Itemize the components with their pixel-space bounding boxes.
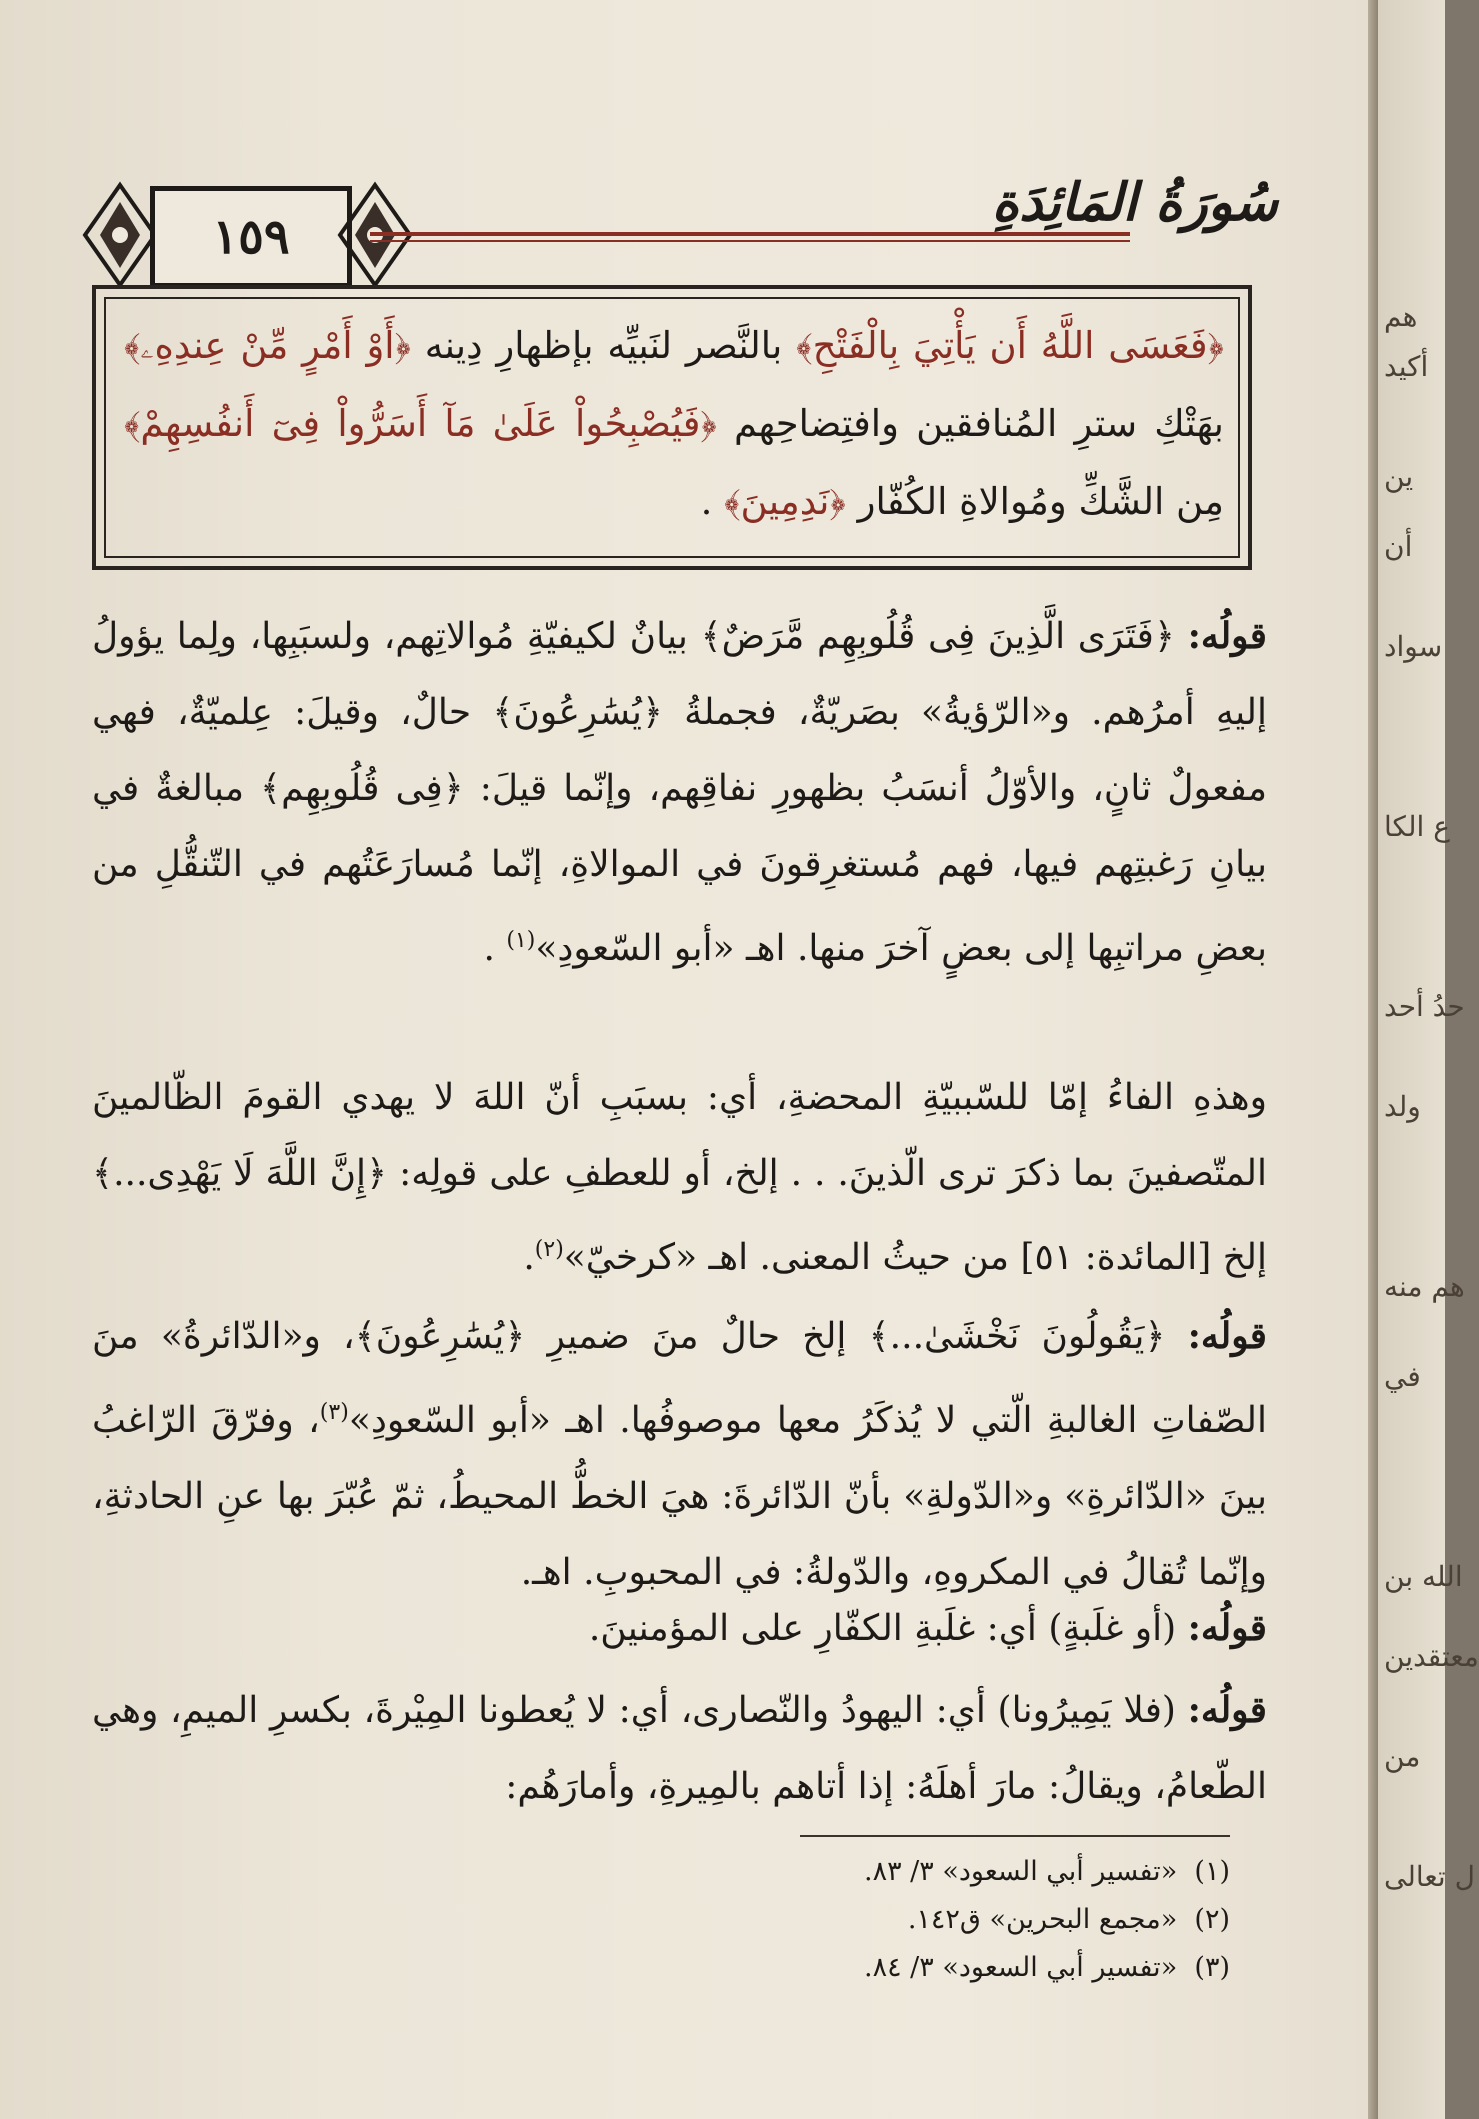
paragraph-1 (92, 598, 1267, 987)
quran-quote: ﴿يَقُولُونَ نَخْشَىٰ...﴾ (846, 1316, 1188, 1357)
paragraph-text: حالٌ، وقيلَ: عِلميّةٌ، فهي مفعولٌ ثانٍ، والأوّلُ أنسَبُ بظهورِ نفاقِهم، وإنّما قيلَ: (92, 692, 1267, 809)
page-header (80, 172, 1278, 302)
paragraph-4 (92, 1590, 1267, 1667)
adjacent-page-fragment: هم (1384, 300, 1418, 333)
paragraph-label: قولُه: (1187, 615, 1267, 657)
paragraph-text: إلخ [المائدة: ٥١] من حيثُ المعنى. اهـ «كرخيّ» (563, 1237, 1267, 1278)
quran-quote: ﴿إِنَّ اللَّهَ لَا يَهْدِى...﴾ (92, 1153, 388, 1194)
adjacent-page-fragment: أكيد (1384, 350, 1429, 383)
surah-title: سُورَةُ المَائِدَةِ (991, 172, 1278, 233)
footnotes (760, 1848, 1230, 1992)
quran-quote: ﴿يُسَٰرِعُونَ﴾ (492, 692, 664, 733)
paragraph-3 (92, 1298, 1267, 1611)
paragraph-text: ، و«الدّائرةُ» منَ الصّفاتِ الغالبةِ الّتي لا يُذكَرُ معها موصوفُها. اهـ «أبو السّعودِ» (92, 1316, 1268, 1441)
footnote-text: «مجمع البحرين» ق١٤٢. (907, 1904, 1178, 1935)
adjacent-page-fragment: ل تعالى (1384, 1860, 1475, 1893)
quran-quote: ﴿يُسَٰرِعُونَ﴾ (354, 1316, 526, 1357)
footnote-number: (٢) (1194, 1904, 1230, 1935)
quran-quote: ﴿فَتَرَى الَّذِينَ فِى قُلُوبِهِم مَّرَضٌ﴾ (687, 616, 1188, 657)
paragraph-5 (92, 1672, 1267, 1825)
adjacent-page-fragment: في (1384, 1360, 1421, 1393)
adjacent-page-fragment: ين (1384, 460, 1414, 493)
footnote-item (760, 1896, 1230, 1944)
footnote-ref: (٣) (319, 1400, 349, 1425)
footnote-item (760, 1848, 1230, 1896)
quran-quote: ﴿نَدِمِينَ﴾ (724, 480, 846, 523)
header-rule-thin (370, 240, 1130, 242)
paragraph-text: . (523, 1237, 535, 1278)
paragraph-2 (92, 1060, 1267, 1296)
paragraph-text: بيانٌ لكيفيّةِ مُوالاتِهم، ولسبَبِها، ولِما يؤولُ إليهِ أمرُهم. و«الرّؤيةُ» بصَريّةٌ، فجملةُ (92, 616, 1267, 733)
footnote-text: «تفسير أبي السعود» ٣/ ٨٣. (863, 1856, 1178, 1887)
paragraph-label: قولُه: (1187, 1689, 1267, 1731)
adjacent-page-fragment: الله بن (1384, 1560, 1463, 1593)
footnote-number: (١) (1194, 1856, 1230, 1887)
quran-frame (92, 285, 1252, 570)
adjacent-page-fragment: حدُ أحد (1384, 990, 1465, 1023)
adjacent-page-fragment: سواد (1384, 630, 1443, 663)
adjacent-page (1378, 0, 1479, 2119)
tafsir-text: بهَتْكِ سترِ المُنافقين وافتِضاحِهم (716, 402, 1224, 445)
adjacent-page-fragment: معتقدين (1384, 1640, 1479, 1673)
ornament-left-icon (80, 180, 160, 290)
adjacent-page-fragment: أن (1384, 530, 1413, 563)
adjacent-page-fragment: من (1384, 1740, 1421, 1773)
quran-quote: ﴿فَعَسَى اللَّهُ أَن يَأْتِيَ بِالْفَتْحِ﴾ (796, 324, 1225, 367)
adjacent-page-fragment: ع الكا (1384, 810, 1450, 843)
quran-quote: ﴿فَيُصْبِحُواْ عَلَىٰ مَآ أَسَرُّواْ فِىٓ أَنفُسِهِمْ﴾ (124, 402, 717, 445)
tafsir-text: . (700, 480, 725, 523)
quran-quote: ﴿أَوْ أَمْرٍ مِّنْ عِندِهِۦ﴾ (124, 324, 411, 367)
adjacent-page-fragment: ولد (1384, 1090, 1421, 1123)
footnote-ref: (١) (506, 928, 536, 953)
book-spine (1368, 0, 1378, 2119)
paragraph-text: . (483, 928, 507, 969)
tafsir-text: مِن الشَّكِّ ومُوالاةِ الكُفّار (845, 480, 1224, 523)
footnote-divider (800, 1835, 1230, 1837)
footnote-number: (٣) (1194, 1952, 1230, 1983)
paragraph-label: قولُه: (1187, 1607, 1267, 1649)
paragraph-text: وهذهِ الفاءُ إمّا للسّببيّةِ المحضةِ، أي: بسبَبِ أنّ اللهَ لا يهدي القومَ الظّالمينَ المتّصفينَ بما ذكرَ ترى الّذينَ. . . إلخ، أو للعطفِ على قولِه: (92, 1077, 1267, 1194)
paragraph-text: (فلا يَمِيرُونا) أي: اليهودُ والنّصارى، أي: لا يُعطونا المِيْرةَ، بكسرِ الميمِ، وهي الطّعامُ، ويقالُ: مارَ أهلَهُ: إذا أتاهم بالمِيرةِ، وأمارَهُم: (92, 1690, 1267, 1807)
quran-quote: ﴿فِى قُلُوبِهِم﴾ (260, 768, 464, 809)
footnote-ref: (٢) (534, 1237, 564, 1262)
paragraph-label: قولُه: (1187, 1315, 1268, 1357)
adjacent-page-fragment: هم منه (1384, 1270, 1465, 1303)
paragraph-text: ، وفرّقَ الرّاغبُ بينَ «الدّائرةِ» و«الدّولةِ» بأنّ الدّائرةَ: هيَ الخطُّ المحيطُ، ثمّ عُبّرَ بها عنِ الحادثةِ، وإنّما تُقالُ في المكروهِ، والدّولةُ: في المحبوبِ. اهـ. (92, 1400, 1267, 1593)
footnote-text: «تفسير أبي السعود» ٣/ ٨٤. (863, 1952, 1178, 1983)
page-number: ١٥٩ (150, 186, 352, 288)
paragraph-text: إلخ حالٌ منَ ضميرِ (525, 1316, 847, 1357)
paragraph-text: مبالغةٌ في بيانِ رَغبتِهم فيها، فهم مُستغرِقونَ في الموالاةِ، إنّما مُسارَعَتُهم في التّنقُّلِ من بعضِ مراتبِها إلى بعضٍ آخرَ منها. اهـ «أبو السّعودِ» (92, 768, 1267, 969)
paragraph-text: (أو غلَبةٍ) أي: غلَبةِ الكفّارِ على المؤمنينَ. (588, 1608, 1188, 1649)
tafsir-text: بالنَّصر لنَبيِّه بإظهارِ دِينه (410, 324, 797, 367)
quran-frame-text (124, 307, 1224, 541)
footnote-item (760, 1944, 1230, 1992)
